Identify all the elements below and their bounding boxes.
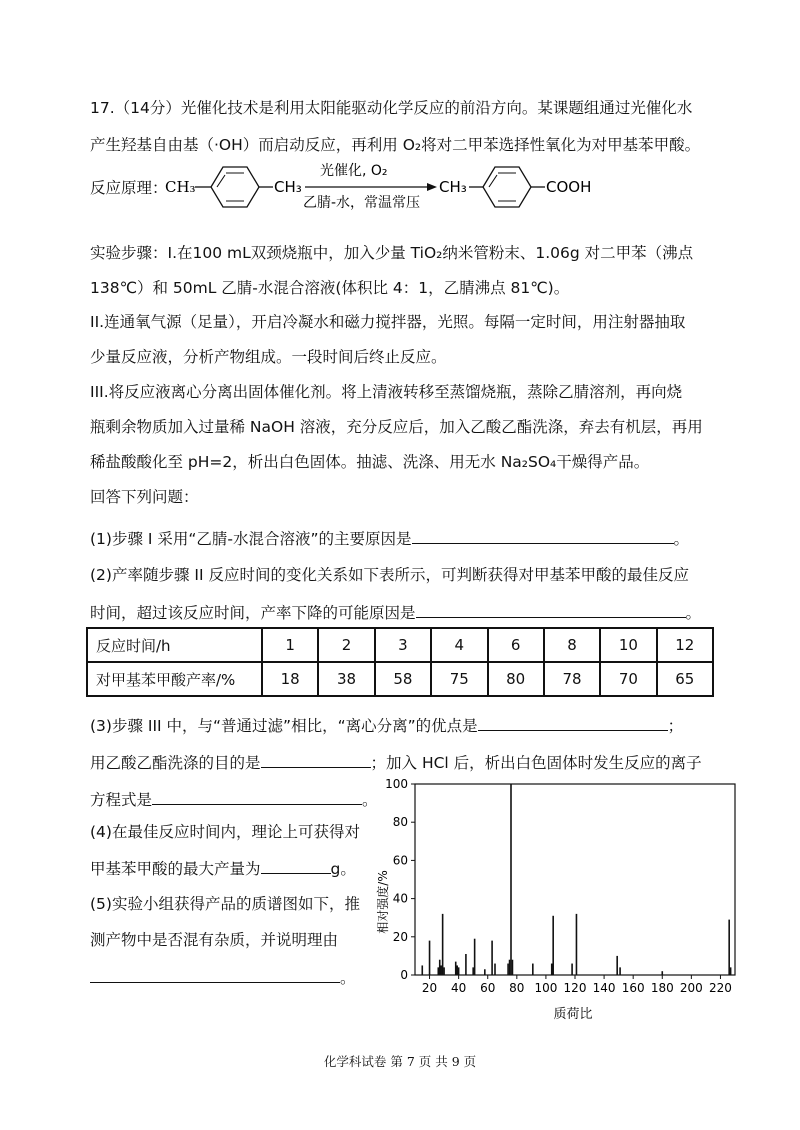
q3-period: 。 — [362, 791, 378, 809]
x-tick-label: 220 — [709, 981, 732, 995]
question-intro-line1: 17.（14分）光催化技术是利用太阳能驱动化学反应的前沿方向。某课题组通过光催化水 — [90, 99, 693, 117]
q3-wash-text: 用乙酸乙酯洗涤的目的是 — [90, 754, 261, 772]
q1-period: 。 — [673, 530, 690, 548]
time-cell: 12 — [657, 628, 713, 662]
answer-prompt: 回答下列问题： — [90, 488, 199, 506]
mass-spectrum-chart — [365, 772, 745, 1022]
time-cell: 4 — [431, 628, 487, 662]
page-footer: 化学科试卷 第 7 页 共 9 页 — [323, 1054, 477, 1069]
y-tick-label: 60 — [392, 853, 408, 868]
step3-line2: 瓶剩余物质加入过量稀 NaOH 溶液，充分反应后，加入乙酸乙酯洗涤，弃去有机层，再用 — [90, 418, 703, 436]
x-tick-label: 20 — [421, 981, 438, 995]
reactant-ch3-right: CH₃ — [274, 178, 302, 196]
condition-top: 光催化, O₂ — [320, 163, 388, 179]
q3-text: (3)步骤 III 中，与“普通过滤”相比，“离心分离”的优点是 — [90, 717, 478, 735]
q2-line2 — [90, 601, 701, 623]
step3-line1: III.将反应液离心分离出固体催化剂。将上清液转移至蒸馏烧瓶，蒸除乙腈溶剂，再向烧 — [90, 383, 683, 401]
yield-cell: 75 — [431, 662, 487, 696]
y-tick-label: 0 — [400, 968, 408, 982]
table-header-yield: 对甲基苯甲酸产率/% — [87, 662, 262, 696]
q3-hcl-text: ；加入 HCl 后，析出白色固体时发生反应的离子 — [370, 754, 702, 772]
yield-cell: 38 — [318, 662, 374, 696]
y-tick-label: 40 — [392, 891, 408, 906]
q3-wash-blank[interactable] — [261, 751, 371, 768]
q3-semicolon: ； — [667, 717, 684, 735]
yield-cell: 65 — [657, 662, 713, 696]
yield-cell: 70 — [600, 662, 656, 696]
chart-ylabel: 相对强度/% — [376, 870, 390, 934]
x-tick-label: 200 — [679, 981, 703, 995]
reaction-scheme — [165, 155, 615, 215]
q5-period: 。 — [340, 969, 356, 987]
x-tick-label: 60 — [480, 981, 496, 995]
q5-line3 — [90, 966, 356, 988]
time-cell: 8 — [544, 628, 600, 662]
q1-line — [90, 527, 689, 549]
q5-line1: (5)实验小组获得产品的质谱图如下，推 — [90, 895, 360, 913]
product-ch3: CH₃ — [439, 178, 467, 196]
table-row-time — [87, 628, 713, 662]
time-cell: 6 — [488, 628, 544, 662]
q2-line1: (2)产率随步骤 II 反应时间的变化关系如下表所示，可判断获得对甲基苯甲酸的最佳反应 — [90, 566, 689, 584]
q3-equation-blank[interactable] — [152, 788, 362, 805]
y-tick-label: 20 — [392, 929, 408, 944]
x-tick-label: 80 — [509, 981, 525, 995]
x-tick-label: 100 — [534, 981, 558, 995]
reactant-ch3-left: CH₃ — [165, 178, 196, 196]
y-tick-label: 80 — [392, 815, 408, 830]
x-tick-label: 40 — [450, 981, 467, 995]
yield-cell: 58 — [375, 662, 431, 696]
time-cell: 2 — [318, 628, 374, 662]
q4-line2 — [90, 857, 356, 879]
reaction-label: 反应原理： — [90, 179, 168, 197]
q3-line3 — [90, 788, 378, 810]
step1-line1: 实验步骤：I.在100 mL双颈烧瓶中，加入少量 TiO₂纳米管粉末、1.06g 对二甲苯（沸点 — [90, 244, 694, 262]
time-cell: 1 — [262, 628, 318, 662]
q1-answer-blank[interactable] — [412, 527, 674, 544]
yield-cell: 80 — [488, 662, 544, 696]
q2-answer-blank[interactable] — [416, 601, 686, 618]
q4-line1: (4)在最佳反应时间内，理论上可获得对 — [90, 823, 360, 841]
q2-period: 。 — [685, 604, 702, 622]
x-tick-label: 180 — [650, 981, 674, 995]
condition-bottom: 乙腈-水，常温常压 — [303, 195, 421, 211]
x-tick-label: 120 — [563, 981, 587, 995]
yield-table — [86, 627, 714, 697]
q3-equation-text: 方程式是 — [90, 791, 153, 809]
benzene-ring-product-icon — [483, 167, 531, 207]
product-cooh: COOH — [546, 178, 592, 196]
step2-line2: 少量反应液，分析产物组成。一段时间后终止反应。 — [90, 348, 447, 366]
time-cell: 10 — [600, 628, 656, 662]
q2-text: 时间，超过该反应时间，产率下降的可能原因是 — [90, 604, 416, 622]
q4-answer-blank[interactable] — [261, 857, 331, 874]
question-intro-line2: 产生羟基自由基（·OH）而启动反应，再利用 O₂将对二甲苯选择性氧化为对甲基苯甲酸。 — [90, 136, 701, 154]
reaction-arrow-icon — [427, 183, 437, 191]
step1-line2: 138℃）和 50mL 乙腈-水混合溶液(体积比 4：1，乙腈沸点 81℃)。 — [90, 279, 570, 297]
yield-cell: 18 — [262, 662, 318, 696]
q1-text: (1)步骤 I 采用“乙腈-水混合溶液”的主要原因是 — [90, 530, 412, 548]
q3-line2 — [90, 751, 702, 773]
step2-line1: II.连通氧气源（足量），开启冷凝水和磁力搅拌器，光照。每隔一定时间，用注射器抽取 — [90, 313, 686, 331]
table-row-yield — [87, 662, 713, 696]
q3-advantage-blank[interactable] — [478, 714, 668, 731]
y-tick-label: 100 — [385, 777, 408, 791]
x-tick-label: 140 — [592, 981, 616, 995]
benzene-ring-icon — [211, 167, 259, 207]
time-cell: 3 — [375, 628, 431, 662]
chart-frame — [415, 784, 735, 975]
q4-unit: g。 — [330, 860, 356, 878]
x-tick-label: 160 — [621, 981, 645, 995]
q3-line1 — [90, 714, 683, 736]
q4-text: 甲基苯甲酸的最大产量为 — [90, 860, 261, 878]
q5-answer-blank[interactable] — [90, 966, 340, 983]
chart-xlabel: 质荷比 — [553, 1007, 593, 1022]
q5-line2: 测产物中是否混有杂质，并说明理由 — [90, 931, 339, 949]
step3-line3: 稀盐酸酸化至 pH=2，析出白色固体。抽滤、洗涤、用无水 Na₂SO₄干燥得产品。 — [90, 453, 650, 471]
table-header-time: 反应时间/h — [87, 628, 262, 662]
yield-cell: 78 — [544, 662, 600, 696]
